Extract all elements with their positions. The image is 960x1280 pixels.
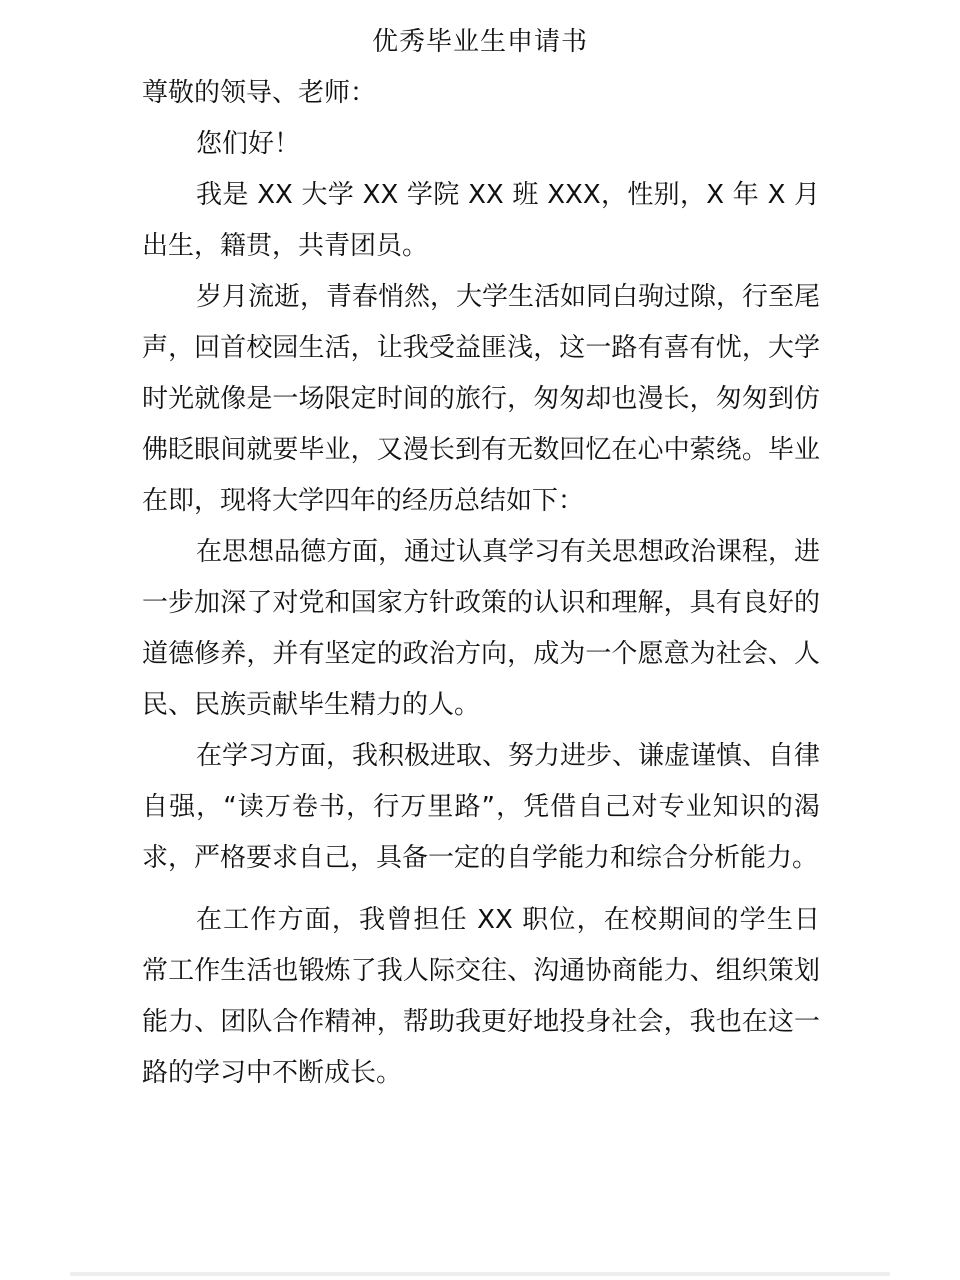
paragraph-reflection: 岁月流逝，青春悄然，大学生活如同白驹过隙，行至尾声，回首校园生活，让我受益匪浅，这一路有喜有忧，大学时光就像是一场限定时间的旅行，匆匆却也漫长，匆匆到仿佛眨眼间就要毕业，又漫长到有无数回忆在心中萦绕。毕业在即，现将大学四年的经历总结如下： <box>142 282 821 516</box>
paragraph-greeting: 您们好！ <box>196 129 301 159</box>
page-bottom-divider <box>70 1272 890 1276</box>
paragraph-ideology: 在思想品德方面，通过认真学习有关思想政治课程，进一步加深了对党和国家方针政策的认识和理解，具有良好的道德修养，并有坚定的政治方向，成为一个愿意为社会、人民、民族贡献毕生精力的人。 <box>142 537 821 720</box>
document-title: 优秀毕业生申请书 <box>371 27 588 57</box>
paragraph-study: 在学习方面，我积极进取、努力进步、谦虚谨慎、自律自强，“读万卷书，行万里路”，凭借自己对专业知识的渴求，严格要求自己，具备一定的自学能力和综合分析能力。 <box>142 741 821 873</box>
paragraph-work: 在工作方面，我曾担任 XX 职位，在校期间的学生日常工作生活也锻炼了我人际交往、沟通协商能力、组织策划能力、团队合作精神，帮助我更好地投身社会，我也在这一路的学习中不断成长。 <box>142 905 820 1088</box>
paragraph-self-intro: 我是 XX 大学 XX 学院 XX 班 XXX，性别，X 年 X 月出生，籍贯，共青团员。 <box>142 180 820 261</box>
salutation: 尊敬的领导、老师： <box>142 78 377 108</box>
document-body <box>142 68 820 1099</box>
